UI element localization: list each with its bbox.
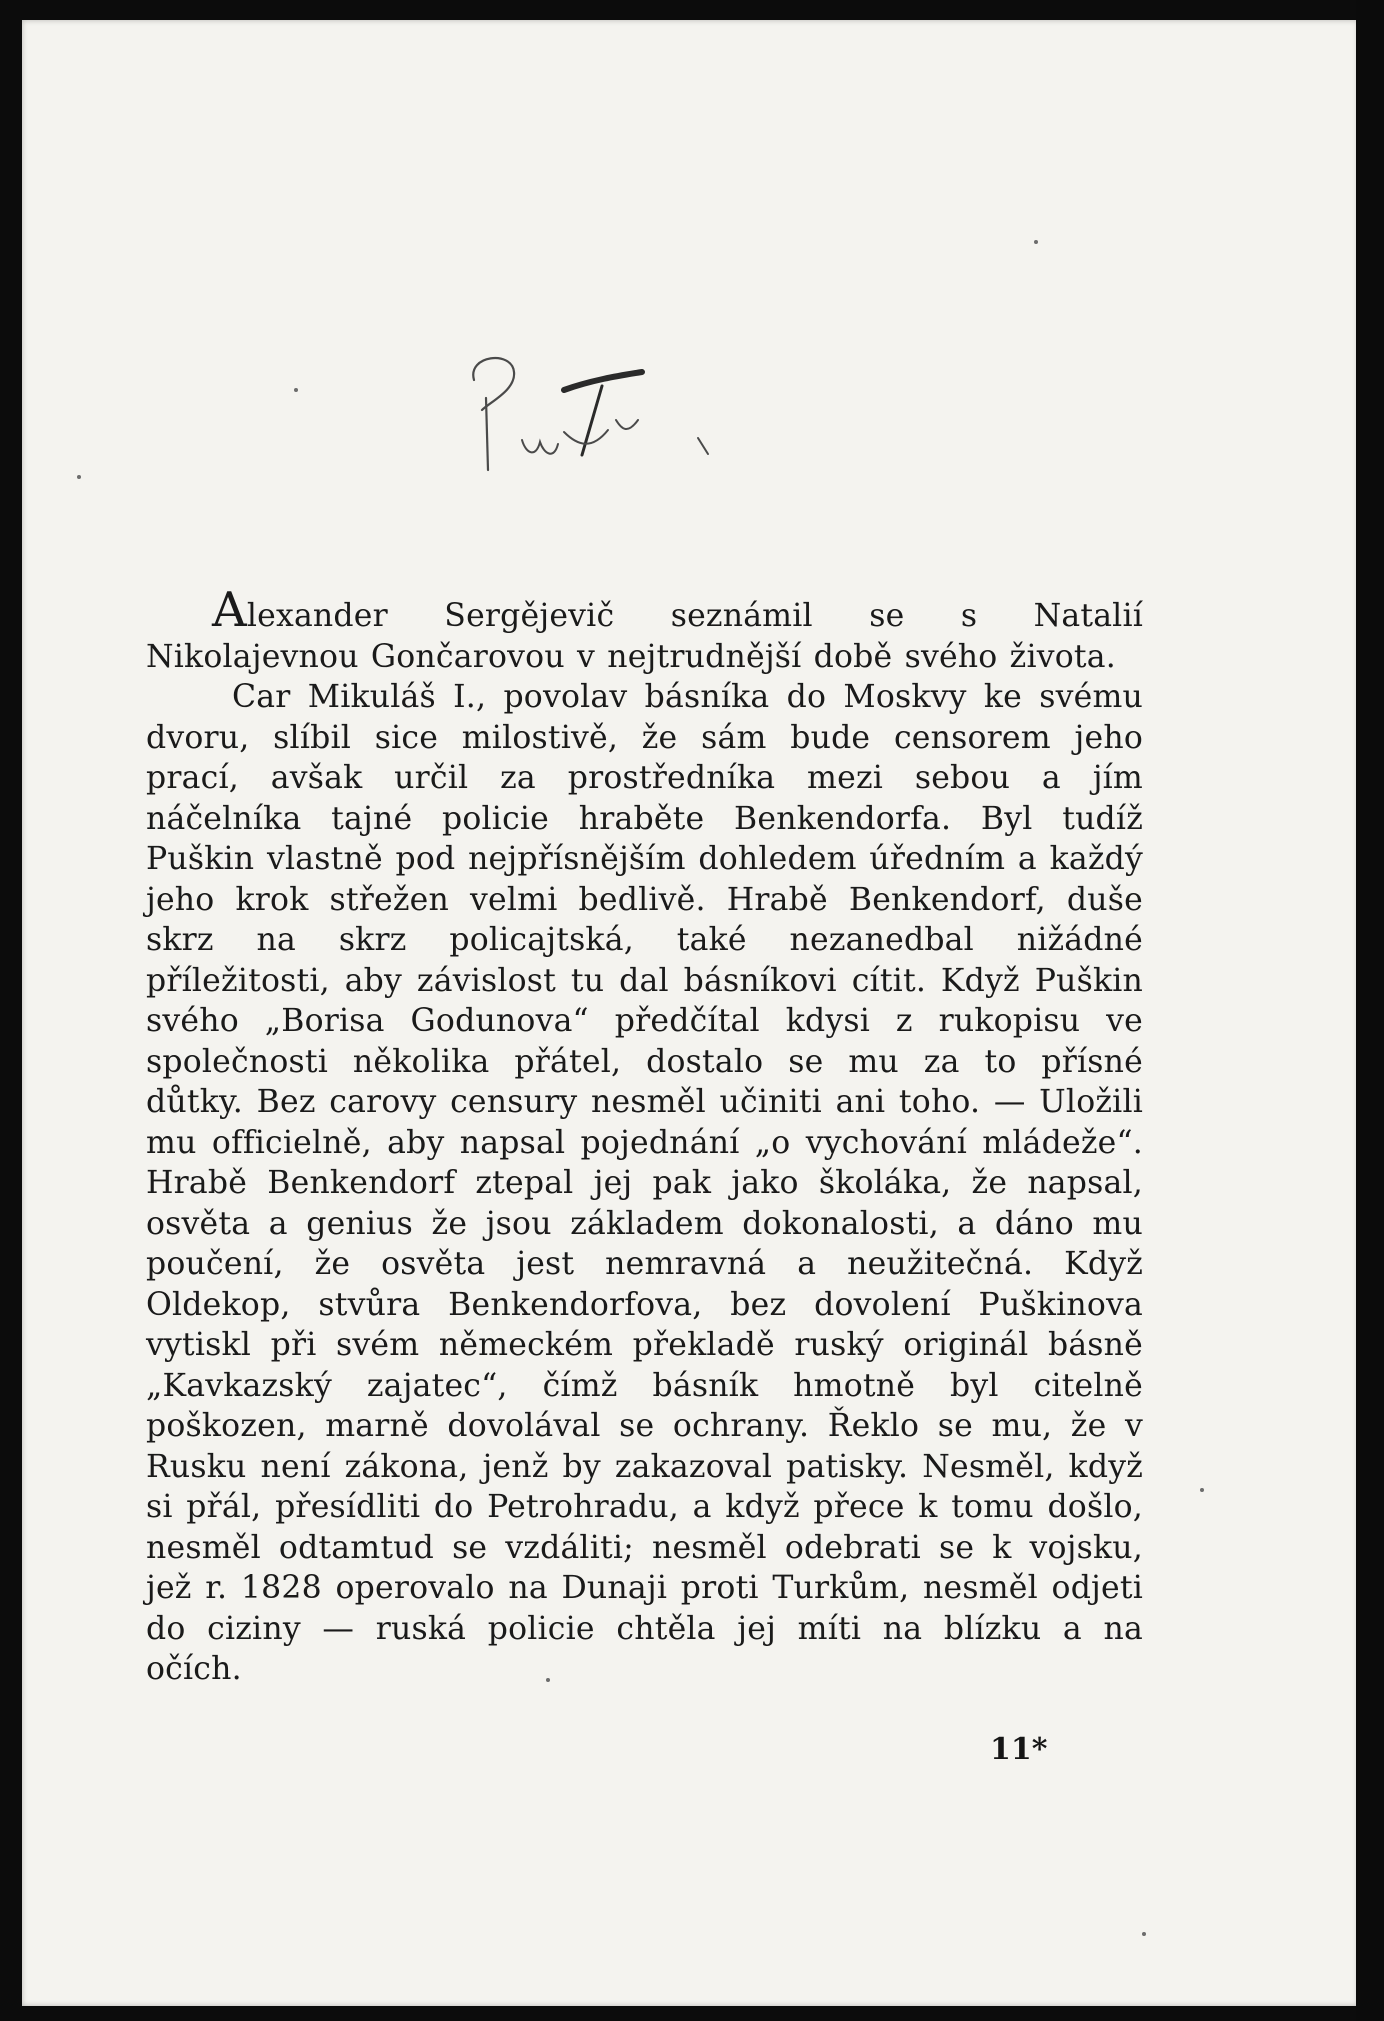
paragraph-1-text: lexander Sergějevič seznámil se s Natalií Nikolajevnou Gončarovou v nejtrudnější době svého života. [146, 598, 1143, 675]
page-number: 11* [990, 1732, 1048, 1767]
paragraph-1 [146, 582, 1143, 677]
paper-speck [546, 1678, 550, 1682]
scan-border [1356, 0, 1384, 2021]
book-page [22, 20, 1358, 2006]
paper-speck [294, 388, 298, 392]
handwritten-signature [452, 350, 752, 480]
drop-cap: A [212, 582, 247, 638]
body-text [146, 582, 1143, 1690]
paper-speck [1200, 1488, 1204, 1492]
paragraph-2: Car Mikuláš I., povolav básníka do Moskvy ke svému dvoru, slíbil sice milostivě, že sám bude censorem jeho prací, avšak určil za prostředníka mezi sebou a jím náčelníka tajné policie hraběte Benkendorfa. Byl tudíž Puškin vlastně pod nejpřísnějším dohledem úředním a každý jeho krok střežen velmi bedlivě. Hrabě Benkendorf, duše skrz na skrz policajtská, také nezanedbal nižádné příležitosti, aby závislost tu dal básníkovi cítit. Když Puškin svého „Borisa Godunova“ předčítal kdysi z rukopisu ve společnosti několika přátel, dostalo se mu za to přísné důtky. Bez carovy censury nesměl učiniti ani toho. — Uložili mu officielně, aby napsal pojednání „o vychování mládeže“. Hrabě Benkendorf ztepal jej pak jako školáka, že napsal, osvěta a genius že jsou základem dokonalosti, a dáno mu poučení, že osvěta jest nemravná a neužitečná. Když Oldekop, stvůra Benkendorfova, bez dovolení Puškinova vytiskl při svém německém překladě ruský originál básně „Kavkazský zajatec“, čímž básník hmotně byl citelně poškozen, marně dovolával se ochrany. Řeklo se mu, že v Rusku není zákona, jenž by zakazoval patisky. Nesměl, když si přál, přesídliti do Petrohradu, a když přece k tomu došlo, nesměl odtamtud se vzdáliti; nesměl odebrati se k vojsku, jež r. 1828 operovalo na Dunaji proti Turkům, nesměl odjeti do ciziny — ruská policie chtěla jej míti na blízku a na očích. [146, 679, 1143, 1687]
paper-speck [77, 475, 81, 479]
paper-speck [1142, 1932, 1146, 1936]
paper-speck [1034, 240, 1038, 244]
